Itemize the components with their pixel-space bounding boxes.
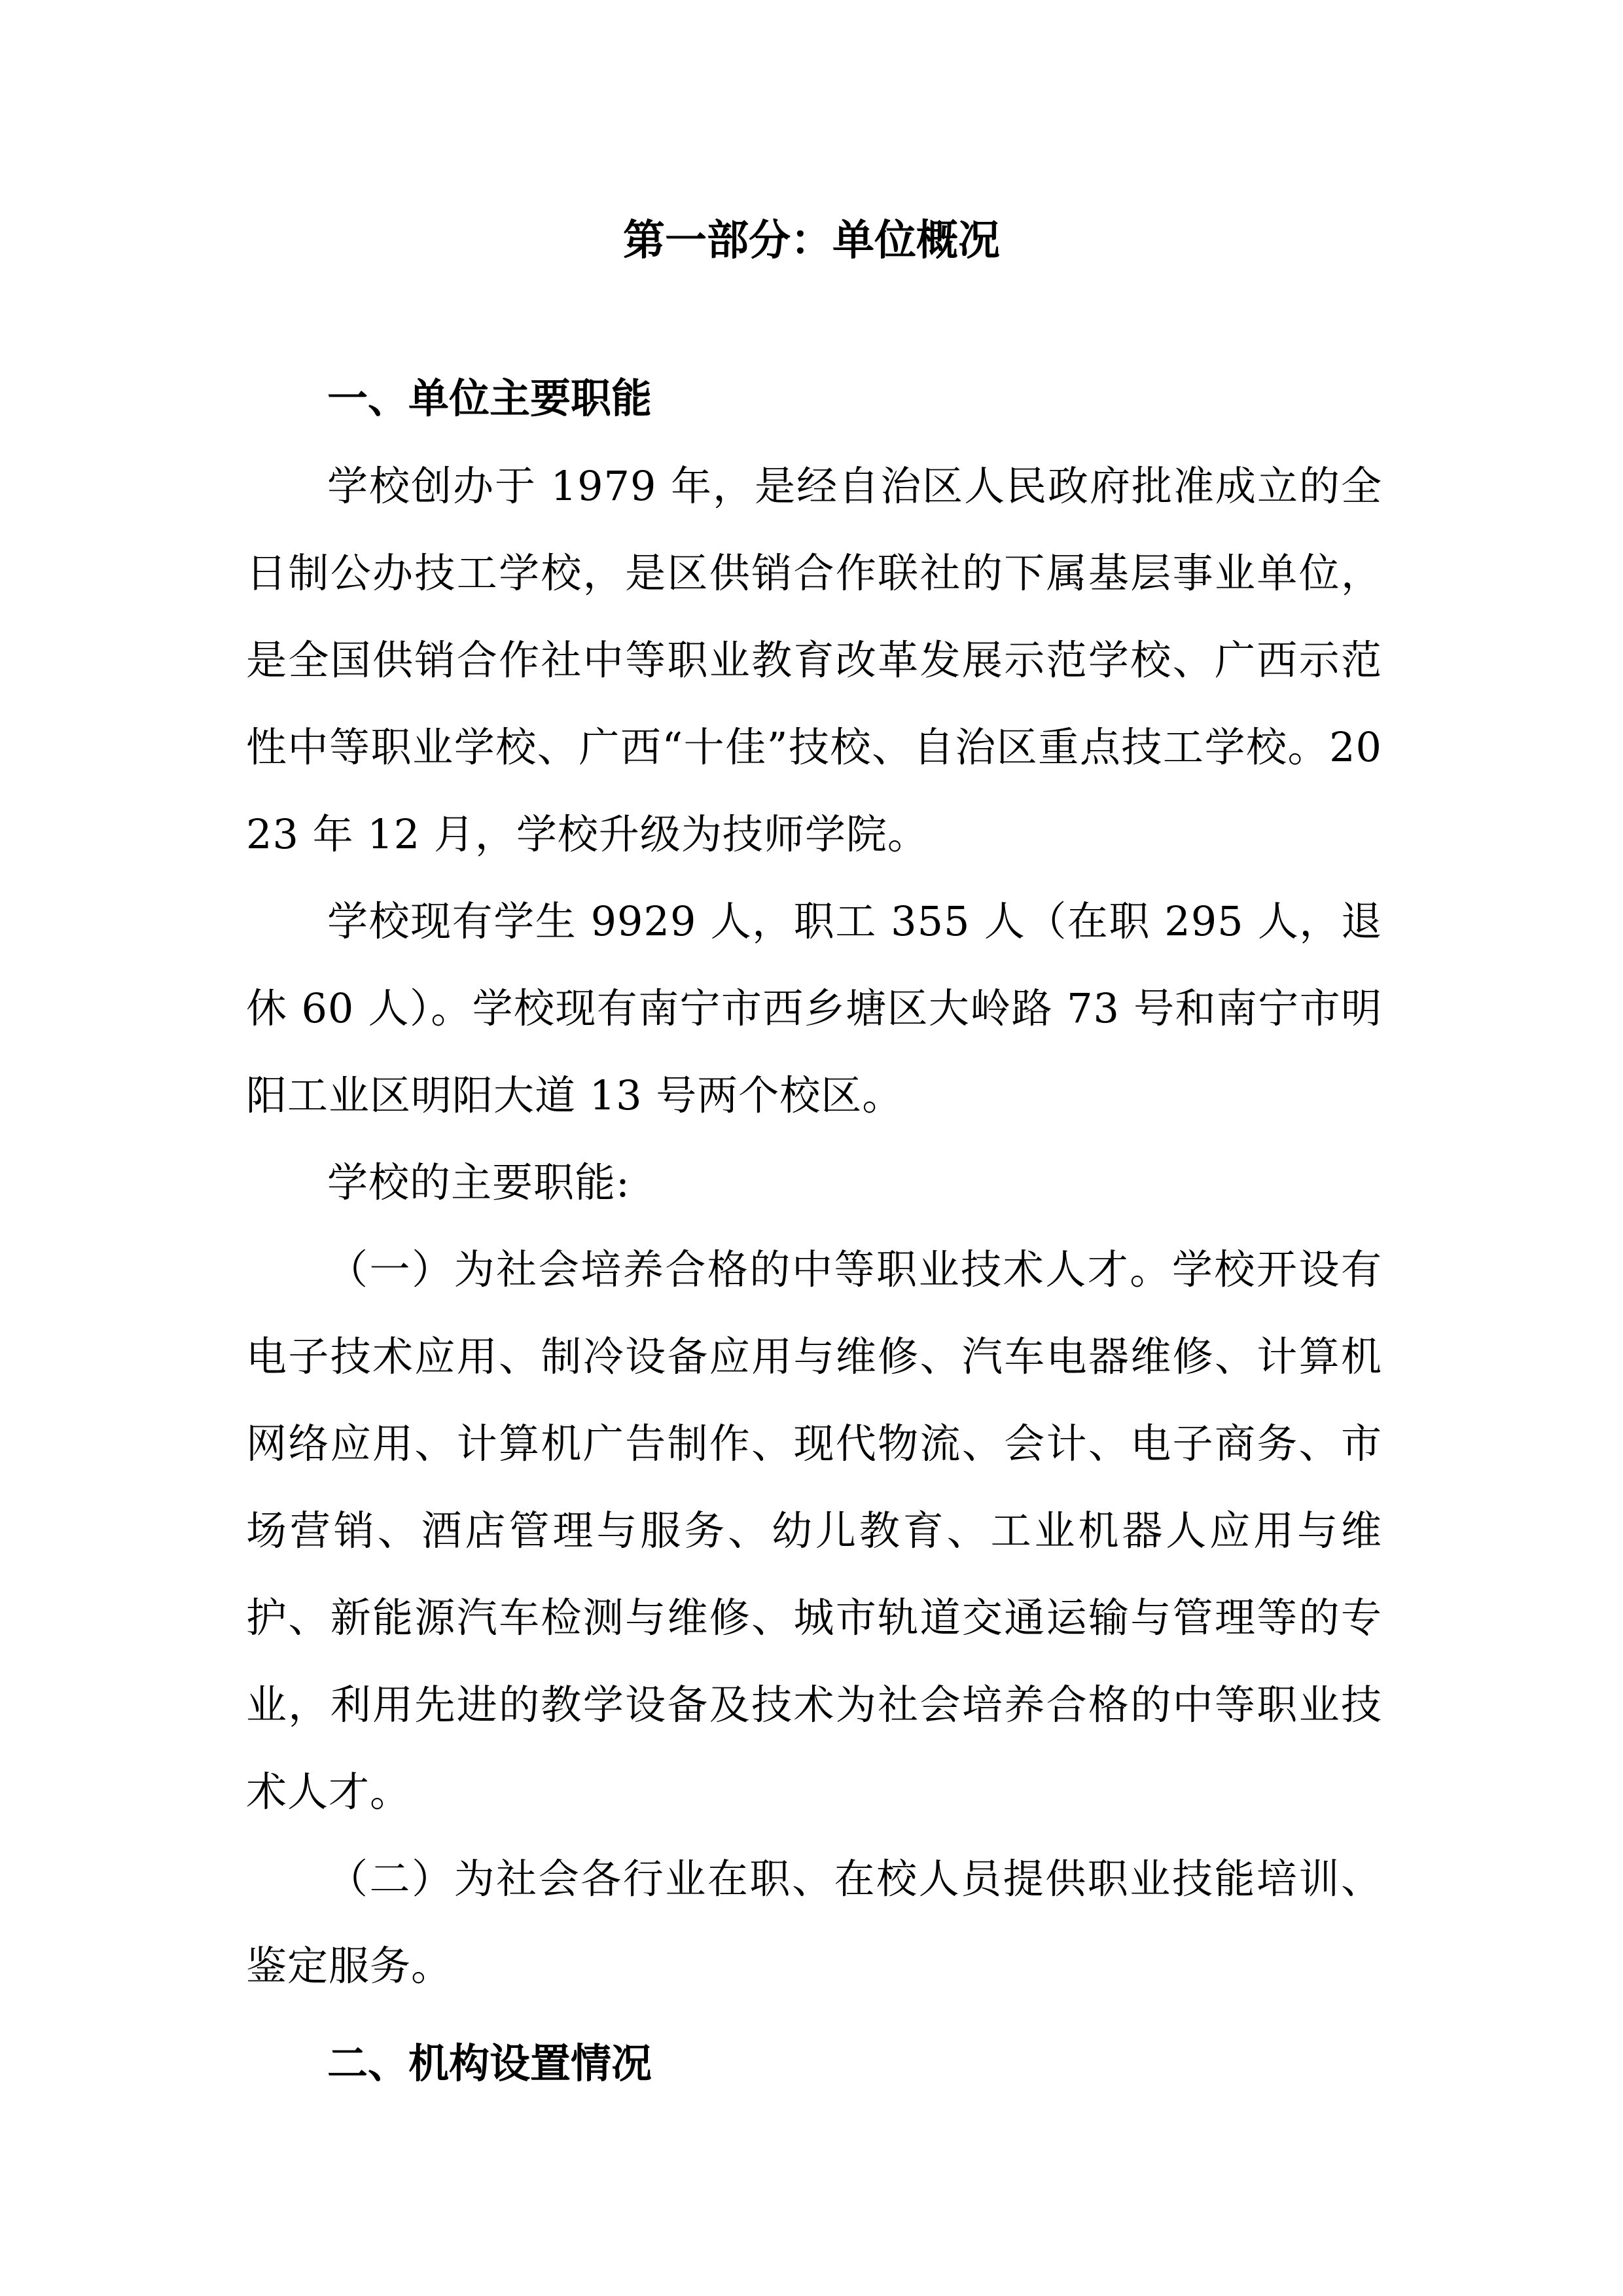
section-spacer — [246, 2009, 1382, 2020]
section-heading-organization: 二、机构设置情况 — [327, 2039, 652, 2087]
paragraph-function-one: （一）为社会培养合格的中等职业技术人才。学校开设有电子技术应用、制冷设备应用与维修、汽车电器维修、计算机网络应用、计算机广告制作、现代物流、会计、电子商务、市场营销、酒店管理与服务、幼儿教育、工业机器人应用与维护、新能源汽车检测与维修、城市轨道交通运输与管理等的专业，利用先进的教学设备及技术为社会培养合格的中等职业技术人才。 — [246, 1246, 1382, 1816]
paragraph-functions-intro: 学校的主要职能: — [327, 1158, 630, 1206]
section-heading-functions: 一、单位主要职能 — [327, 374, 652, 422]
paragraph-function-two: （二）为社会各行业在职、在校人员提供职业技能培训、鉴定服务。 — [246, 1855, 1382, 1990]
page-title: 第一部分：单位概况 — [623, 217, 1000, 265]
paragraph-school-history: 学校创办于 1979 年，是经自治区人民政府批准成立的全日制公办技工学校，是区供销合作联社的下属基层事业单位，是全国供销合作社中等职业教育改革发展示范学校、广西示范性中等职业学校、广西“十佳”技校、自治区重点技工学校。2023 年 12 月，学校升级为技师学院。 — [246, 462, 1382, 858]
paragraph-school-scale: 学校现有学生 9929 人，职工 355 人（在职 295 人，退休 60 人）。学校现有南宁市西乡塘区大岭路 73 号和南宁市明阳工业区明阳大道 13 号两个校区。 — [246, 897, 1382, 1119]
document-body — [246, 355, 1382, 2108]
